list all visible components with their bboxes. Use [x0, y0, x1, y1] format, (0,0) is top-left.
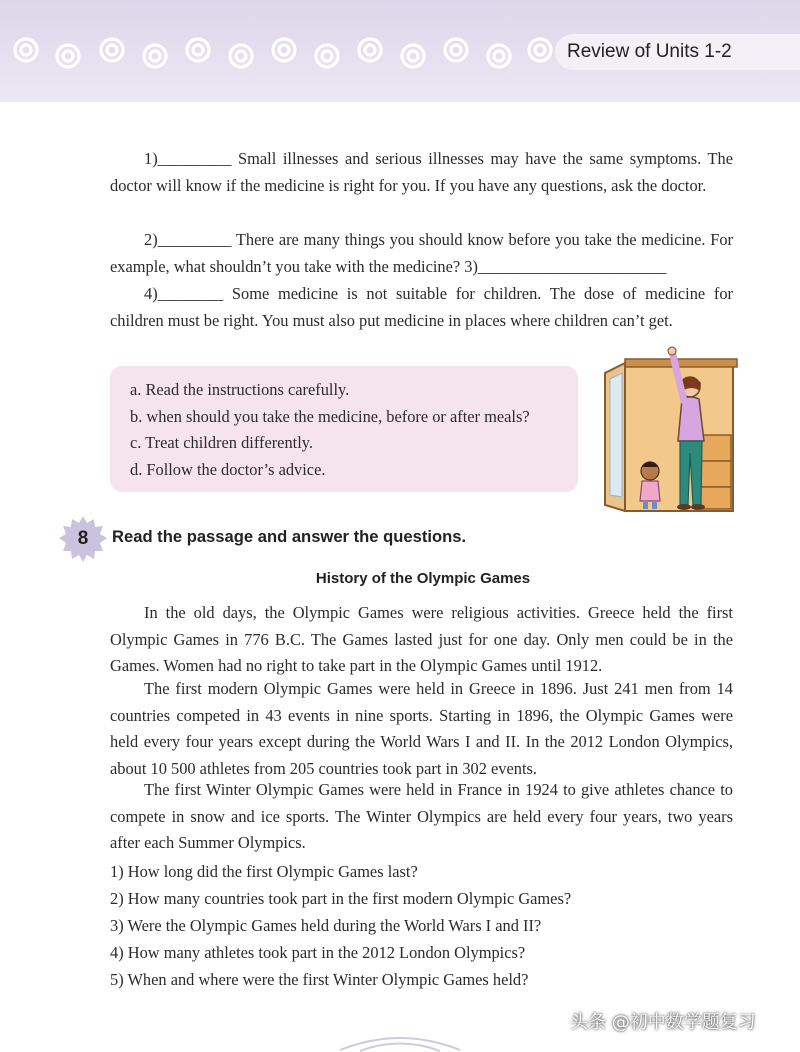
- passage-paragraph-2: The first modern Olympic Games were held in Greece in 1896. Just 241 men from 14 countries competed in 43 events in nine sports. Starting in 1896, the Olympic Games were held every four years except during the World Wars I and II. In the 2012 London Olympics, about 10 500 athletes from 205 countries took part in 302 events.: [110, 679, 733, 778]
- page-header: [0, 0, 800, 102]
- question-1: 1) How long did the first Olympic Games last?: [110, 862, 418, 881]
- section-instruction: Read the passage and answer the questions.: [112, 527, 467, 546]
- option-b: b. when should you take the medicine, before or after meals?: [130, 407, 530, 426]
- passage-paragraph-3: The first Winter Olympic Games were held in France in 1924 to give athletes chance to compete in snow and ice sports. The Winter Olympics are held every four years, two years after each Summer Olympics.: [110, 780, 733, 852]
- question-2: 2) How many countries took part in the first modern Olympic Games?: [110, 889, 572, 908]
- question-5: 5) When and where were the first Winter Olympic Games held?: [110, 970, 529, 989]
- ring-decoration: [0, 0, 560, 102]
- question-3: 3) Were the Olympic Games held during the World Wars I and II?: [110, 916, 542, 935]
- ring-icon: [15, 39, 551, 67]
- swirl-decoration: [330, 1030, 470, 1052]
- option-c: c. Treat children differently.: [130, 433, 313, 452]
- fill-in-paragraph-3: 4)________ Some medicine is not suitable for children. The dose of medicine for children must be right. You must also put medicine in places where children can’t get.: [110, 284, 733, 330]
- fill-in-paragraph-2: 2)_________ There are many things you should know before you take the medicine. For example, what shouldn’t you take with the medicine? 3)_______________________: [110, 230, 733, 276]
- passage-title: History of the Olympic Games: [315, 570, 531, 587]
- options-box: [110, 366, 578, 492]
- option-a: a. Read the instructions carefully.: [130, 380, 350, 399]
- option-d: d. Follow the doctor’s advice.: [130, 460, 326, 479]
- unit-title: Review of Units 1-2: [555, 34, 800, 70]
- fill-in-paragraph-1: 1)_________ Small illnesses and serious illnesses may have the same symptoms. The doctor will know if the medicine is right for you. If you have any questions, ask the doctor.: [110, 149, 733, 195]
- mother-child-cabinet-illustration: [600, 345, 740, 515]
- passage-paragraph-1: In the old days, the Olympic Games were religious activities. Greece held the first Olympic Games in 776 B.C. The Games lasted just for one day. Only men could be in the Games. Women had no right to take part in the Olympic Games until 1912.: [110, 603, 733, 675]
- section-number: 8: [77, 528, 89, 549]
- question-4: 4) How many athletes took part in the 2012 London Olympics?: [110, 943, 526, 962]
- watermark: 头条 @初中数学题复习: [570, 1012, 756, 1033]
